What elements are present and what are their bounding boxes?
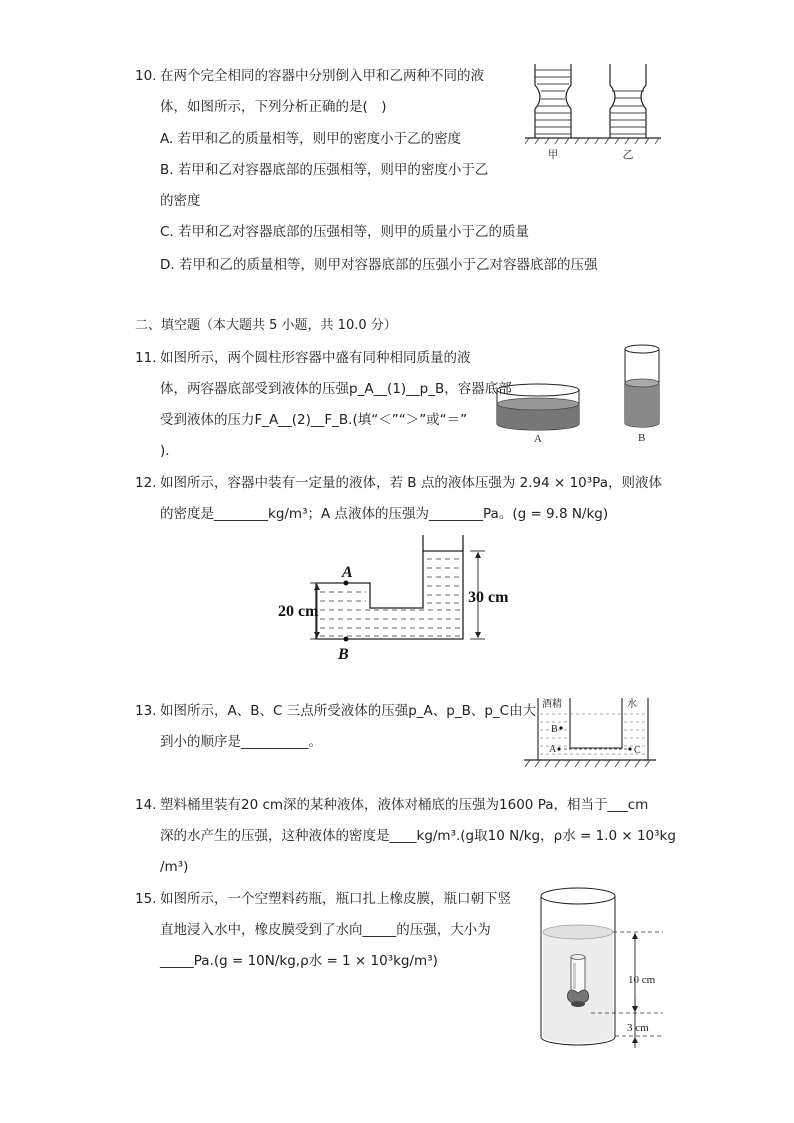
section-title: 二、填空题（本大题共 5 小题，共 10.0 分） bbox=[135, 318, 397, 333]
fig-label: 3 cm bbox=[627, 1022, 649, 1034]
fig-label: 30 cm bbox=[468, 589, 509, 606]
option-a: A. 若甲和乙的质量相等，则甲的密度小于乙的密度 bbox=[160, 131, 462, 147]
question-stem: 体，两容器底部受到液体的压强p_A__(1)__p_B，容器底部 bbox=[160, 381, 512, 397]
fig-label: 10 cm bbox=[628, 974, 656, 986]
q15-figure bbox=[535, 885, 670, 1055]
question-stem: 在两个完全相同的容器中分别倒入甲和乙两种不同的液 bbox=[160, 68, 484, 84]
question-stem: )． bbox=[160, 443, 179, 459]
question-stem: 塑料桶里装有20 cm深的某种液体，液体对桶底的压强为1600 Pa，相当于___cm bbox=[160, 797, 649, 813]
question-number: 11. bbox=[135, 350, 157, 366]
question-stem: /m³) bbox=[160, 859, 189, 875]
fig-label: 乙 bbox=[622, 148, 634, 161]
fig-label: A bbox=[549, 744, 557, 755]
question-number: 12. bbox=[135, 475, 157, 491]
question-stem: 如图所示，A、B、C 三点所受液体的压强p_A、p_B、p_C由大 bbox=[160, 703, 537, 719]
q12-figure bbox=[270, 535, 530, 663]
question-stem: 的密度是________kg/m³；A 点液体的压强为________Pa。(g = 9.8 N/kg) bbox=[160, 506, 609, 522]
question-stem: 体，如图所示，下列分析正确的是( ) bbox=[160, 99, 387, 115]
fig-label: B bbox=[638, 432, 646, 444]
fig-label: 甲 bbox=[547, 148, 559, 161]
fig-label: A bbox=[534, 433, 542, 445]
question-stem: _____Pa.(g = 10N/kg,ρ水 = 1 × 10³kg/m³) bbox=[160, 953, 438, 969]
fig-label: 水 bbox=[627, 699, 637, 710]
question-stem: 如图所示，两个圆柱形容器中盛有同种相同质量的液 bbox=[160, 350, 471, 366]
q10-figure bbox=[523, 60, 663, 165]
question-stem: 受到液体的压力F_A__(2)__F_B.(填“＜”“＞”或“＝” bbox=[160, 412, 468, 428]
option-c: C. 若甲和乙对容器底部的压强相等，则甲的质量小于乙的质量 bbox=[160, 224, 530, 240]
question-number: 10. bbox=[135, 68, 157, 84]
q11-figure bbox=[493, 343, 673, 448]
question-stem: 如图所示，容器中装有一定量的液体，若 B 点的液体压强为 2.94 × 10³Pa，则液体 bbox=[160, 475, 662, 491]
fig-label: A bbox=[342, 564, 353, 581]
question-stem: 到小的顺序是__________。 bbox=[160, 734, 322, 750]
fig-label: B bbox=[338, 646, 349, 663]
option-b: 的密度 bbox=[160, 193, 201, 209]
question-number: 14. bbox=[135, 797, 157, 813]
option-b: B. 若甲和乙对容器底部的压强相等，则甲的密度小于乙 bbox=[160, 162, 489, 178]
fig-label: B bbox=[551, 724, 558, 735]
option-d: D. 若甲和乙的质量相等，则甲对容器底部的压强小于乙对容器底部的压强 bbox=[160, 257, 598, 273]
question-number: 13. bbox=[135, 703, 157, 719]
q13-figure bbox=[520, 694, 660, 776]
fig-label: C bbox=[634, 745, 641, 756]
question-stem: 深的水产生的压强，这种液体的密度是____kg/m³.(g取10 N/kg，ρ水 = 1.0 × 10³kg bbox=[160, 828, 676, 844]
fig-label: 20 cm bbox=[278, 603, 319, 620]
question-number: 15. bbox=[135, 891, 157, 907]
question-stem: 如图所示，一个空塑料药瓶，瓶口扎上橡皮膜，瓶口朝下竖 bbox=[160, 891, 511, 907]
fig-label: 酒精 bbox=[542, 699, 562, 710]
question-stem: 直地浸入水中，橡皮膜受到了水向_____的压强，大小为 bbox=[160, 922, 491, 938]
